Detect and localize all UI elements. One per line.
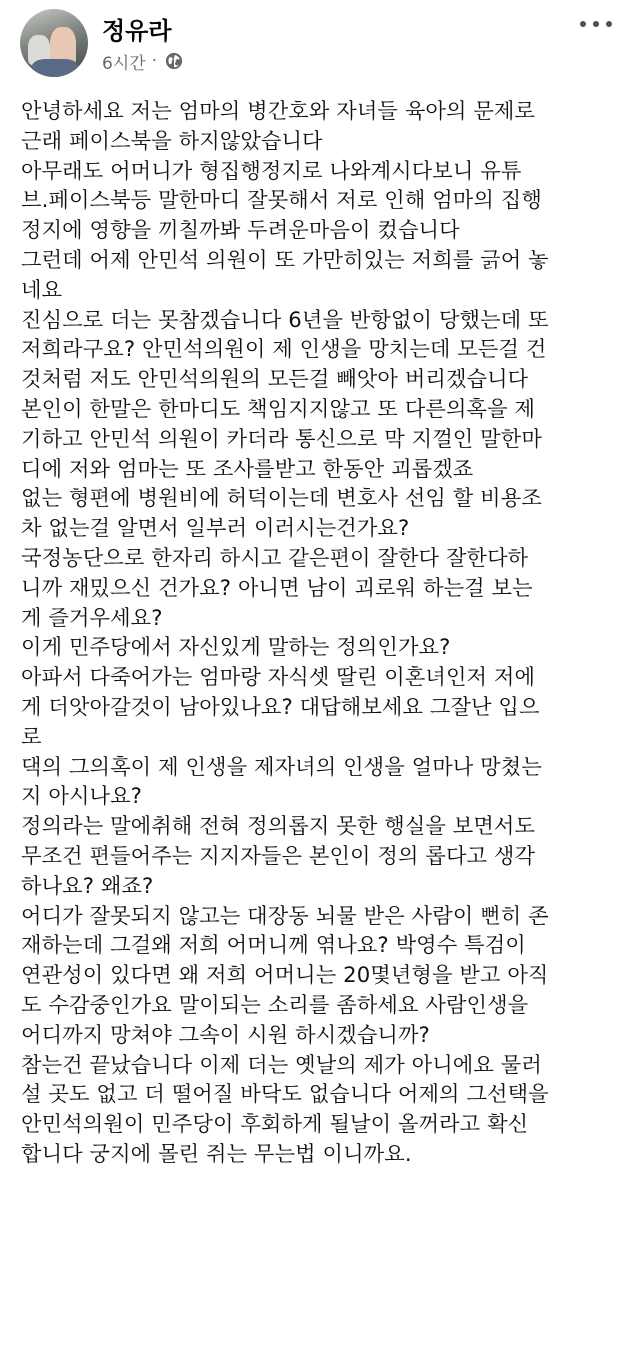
post-text-line: 참는건 끝났습니다 이제 더는 옛날의 제가 아니에요 물러 bbox=[21, 1051, 542, 1077]
post-text-line: 근래 페이스북을 하지않았습니다 bbox=[21, 127, 323, 153]
post-text-line: 로 bbox=[21, 723, 42, 749]
post-text-line: 하나요? 왜죠? bbox=[21, 872, 154, 898]
post-body bbox=[21, 96, 627, 1169]
post-text-line: 정의라는 말에취해 전혀 정의롭지 못한 행실을 보면서도 bbox=[21, 813, 536, 839]
post-text-line: 국정농단으로 한자리 하시고 같은편이 잘한다 잘한다하 bbox=[21, 544, 529, 570]
post-text-line: 무조건 편들어주는 지지자들은 본인이 정의 롭다고 생각 bbox=[21, 842, 536, 868]
post-text-line: 저희라구요? 안민석의원이 제 인생을 망치는데 모든걸 건 bbox=[21, 336, 547, 362]
post-time[interactable]: 6시간 bbox=[102, 53, 146, 74]
post-text-line: 게 즐거우세요? bbox=[21, 604, 163, 630]
post-meta bbox=[102, 48, 183, 74]
post-text-line: 그런데 어제 안민석 의원이 또 가만히있는 저희를 긁어 놓 bbox=[21, 246, 549, 272]
meta-separator: · bbox=[151, 51, 158, 71]
post-text-line: 아무래도 어머니가 형집행정지로 나와계시다보니 유튜 bbox=[21, 157, 522, 183]
post-text-line: 없는 형편에 병원비에 허덕이는데 변호사 선임 할 비용조 bbox=[21, 485, 542, 511]
post-text-line: 합니다 궁지에 몰린 쥐는 무는법 이니까요. bbox=[21, 1140, 412, 1166]
post-text-line: 이게 민주당에서 자신있게 말하는 정의인가요? bbox=[21, 634, 451, 660]
post-text-line: 게 더앗아갈것이 남아있나요? 대답해보세요 그잘난 입으 bbox=[21, 693, 540, 719]
avatar-clothing bbox=[32, 59, 78, 77]
author-name[interactable]: 정유라 bbox=[102, 17, 172, 45]
post-text-line: 도 수감중인가요 말이되는 소리를 좀하세요 사람인생을 bbox=[21, 991, 529, 1017]
post-text-line: 어디가 잘못되지 않고는 대장동 뇌물 받은 사람이 뻔히 존 bbox=[21, 902, 549, 928]
post-text-line: 안민석의원이 민주당이 후회하게 될날이 올꺼라고 확신 bbox=[21, 1111, 529, 1137]
post-text-line: 디에 저와 엄마는 또 조사를받고 한동안 괴롭겠죠 bbox=[21, 455, 474, 481]
post-text-line: 댁의 그의혹이 제 인생을 제자녀의 인생을 얼마나 망쳤는 bbox=[21, 753, 542, 779]
post-text-line: 브.페이스북등 말한마디 잘못해서 저로 인해 엄마의 집행 bbox=[21, 187, 542, 213]
post-text-line: 어디까지 망쳐야 그속이 시원 하시겠습니까? bbox=[21, 1021, 430, 1047]
more-dot-icon bbox=[580, 21, 586, 27]
post-header bbox=[0, 0, 640, 90]
more-dot-icon bbox=[606, 21, 612, 27]
post-text-line: 아파서 다죽어가는 엄마랑 자식셋 딸린 이혼녀인저 저에 bbox=[21, 664, 536, 690]
post-text-line: 것처럼 저도 안민석의원의 모든걸 빼앗아 버리겠습니다 bbox=[21, 366, 529, 392]
avatar[interactable] bbox=[20, 9, 88, 77]
post-text-line: 차 없는걸 알면서 일부러 이러시는건가요? bbox=[21, 515, 410, 541]
post-text-line: 정지에 영향을 끼칠까봐 두려운마음이 컸습니다 bbox=[21, 217, 460, 243]
post-text-line: 니까 재밌으신 건가요? 아니면 남이 괴로워 하는걸 보는 bbox=[21, 574, 533, 600]
post-text-line: 지 아시나요? bbox=[21, 783, 143, 809]
post-text-line: 연관성이 있다면 왜 저희 어머니는 20몇년형을 받고 아직 bbox=[21, 962, 549, 988]
more-dot-icon bbox=[593, 21, 599, 27]
post-text-line: 안녕하세요 저는 엄마의 병간호와 자녀들 육아의 문제로 bbox=[21, 98, 536, 123]
post-text-line: 본인이 한말은 한마디도 책임지지않고 또 다른의혹을 제 bbox=[21, 395, 536, 421]
post-text-line: 설 곳도 없고 더 떨어질 바닥도 없습니다 어제의 그선택을 bbox=[21, 1081, 549, 1107]
more-options-button[interactable] bbox=[576, 14, 616, 34]
post-text-line: 재하는데 그걸왜 저희 어머니께 엮나요? 박영수 특검이 bbox=[21, 932, 526, 958]
post-text-line: 네요 bbox=[21, 276, 63, 302]
post-text-line: 기하고 안민석 의원이 카더라 통신으로 막 지껄인 말한마 bbox=[21, 425, 542, 451]
globe-icon[interactable] bbox=[165, 52, 183, 70]
post-text-line: 진심으로 더는 못참겠습니다 6년을 반항없이 당했는데 또 bbox=[21, 306, 549, 332]
